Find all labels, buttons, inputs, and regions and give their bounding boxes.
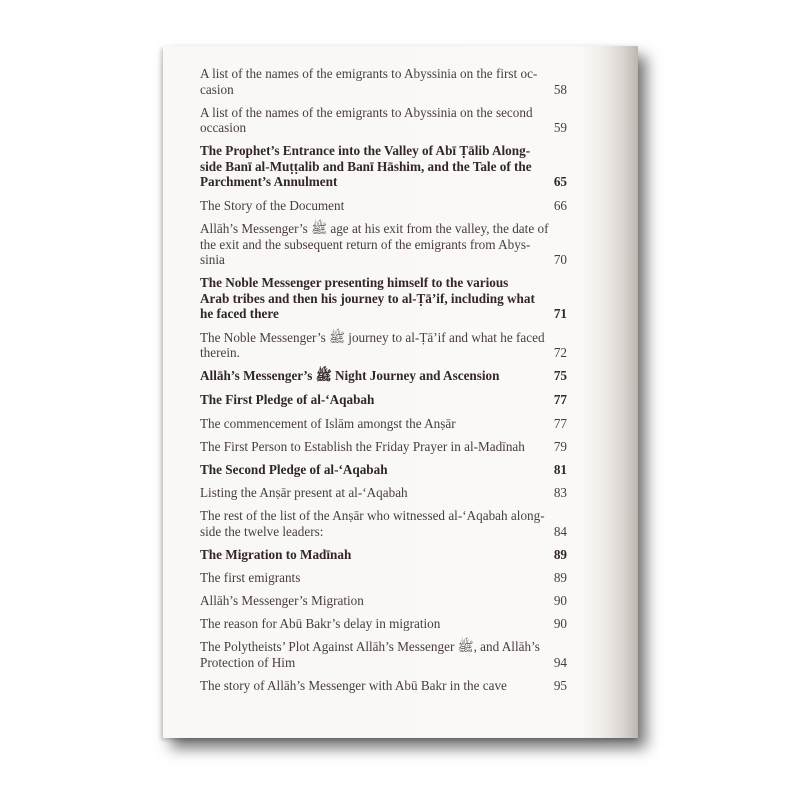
toc-entry <box>200 416 567 432</box>
page-number: 75 <box>553 368 567 384</box>
toc-entry <box>200 570 567 586</box>
entry-title-line: sinia <box>200 252 225 268</box>
toc-chapter-entry <box>200 143 567 190</box>
entry-title-line: Parchment’s Annulment <box>200 174 338 190</box>
toc-entry <box>200 485 567 501</box>
entry-title-line: A list of the names of the emigrants to Abyssinia on the second <box>200 104 533 120</box>
entry-title-line: The reason for Abū Bakr’s delay in migration <box>200 616 441 632</box>
entry-title-line: The First Pledge of al-‘Aqabah <box>200 392 375 408</box>
toc-chapter-entry <box>200 547 567 563</box>
page-number: 79 <box>553 438 567 454</box>
entry-title <box>200 143 530 190</box>
entry-title <box>200 104 533 136</box>
entry-title <box>200 220 549 268</box>
book-page <box>163 46 638 738</box>
page-number: 81 <box>553 461 567 477</box>
entry-title <box>200 329 545 361</box>
entry-title-line: The Noble Messenger’s ﷺ journey to al-Ṭā’if and what he faced <box>200 329 545 345</box>
page-number: 90 <box>553 616 567 632</box>
entry-title-line: Protection of Him <box>200 654 296 670</box>
entry-title-line: side the twelve leaders: <box>200 523 324 539</box>
entry-title-line: Allāh’s Messenger’s Migration <box>200 593 364 609</box>
entry-title-line: The story of Allāh’s Messenger with Abū Bakr in the cave <box>200 677 507 693</box>
page-number: 84 <box>553 523 567 539</box>
entry-title-line: The Prophet’s Entrance into the Valley of Abī Ṭālib Along- <box>200 143 531 159</box>
page-number: 66 <box>553 197 567 213</box>
page-number: 65 <box>553 174 567 190</box>
entry-title-line: Listing the Anṣār present at al-‘Aqabah <box>200 485 408 501</box>
entry-title <box>200 439 530 455</box>
toc-entry <box>200 639 567 670</box>
toc-chapter-entry <box>200 275 567 322</box>
entry-title-line: side Banī al-Muṭṭalib and Banī Hāshim, and the Tale of the <box>200 158 532 174</box>
entry-title-line: therein. <box>200 345 240 361</box>
entry-title <box>200 508 545 539</box>
entry-title-line: The First Person to Establish the Friday Prayer in al-Madīnah <box>200 438 525 454</box>
toc-entry <box>200 439 567 455</box>
toc-entry <box>200 508 567 539</box>
entry-title-line: Allāh’s Messenger’s ﷺ Night Journey and Ascension <box>200 368 500 384</box>
entry-title <box>200 593 530 609</box>
toc-entry <box>200 105 567 136</box>
toc-entry <box>200 616 567 632</box>
entry-title <box>200 678 530 694</box>
entry-title <box>200 66 538 97</box>
page-number: 72 <box>553 345 567 361</box>
page-number: 77 <box>553 415 567 431</box>
toc-entry <box>200 330 567 361</box>
entry-title-line: A list of the names of the emigrants to Abyssinia on the first oc- <box>200 66 538 81</box>
page-number: 90 <box>553 593 567 609</box>
entry-title-line: The Second Pledge of al-‘Aqabah <box>200 461 388 477</box>
entry-title-line: the exit and the subsequent return of the emigrants from Abys- <box>200 236 531 252</box>
toc-entry <box>200 198 567 214</box>
page-number: 95 <box>553 677 567 693</box>
entry-title <box>200 198 530 214</box>
toc-chapter-entry <box>200 368 567 384</box>
page-number: 70 <box>553 252 567 268</box>
page-number: 83 <box>553 485 567 501</box>
toc-entry <box>200 593 567 609</box>
entry-title-line: The Migration to Madīnah <box>200 546 352 562</box>
entry-title-line: Allāh’s Messenger’s ﷺ age at his exit from the valley, the date of <box>200 220 549 236</box>
page-number: 89 <box>553 570 567 586</box>
entry-title-line: The Noble Messenger presenting himself to the various <box>200 275 509 291</box>
entry-title-line: The Polytheists’ Plot Against Allāh’s Messenger ﷺ, and Allāh’s <box>200 639 540 655</box>
page-number: 94 <box>553 654 567 670</box>
entry-title-line: Arab tribes and then his journey to al-Ṭā’if, including what <box>200 290 535 306</box>
page-number: 59 <box>553 120 567 136</box>
entry-title <box>200 547 530 563</box>
entry-title-line: he faced there <box>200 306 279 322</box>
entry-title-line: occasion <box>200 120 247 136</box>
toc-entry <box>200 66 567 97</box>
entry-title-line: The commencement of Islām amongst the Anṣār <box>200 415 456 431</box>
entry-title <box>200 368 530 384</box>
entry-title-line: The first emigrants <box>200 570 301 586</box>
entry-title <box>200 616 530 632</box>
table-of-contents <box>200 66 567 701</box>
page-number: 58 <box>553 81 567 97</box>
toc-chapter-entry <box>200 462 567 478</box>
entry-title-line: casion <box>200 81 234 97</box>
toc-chapter-entry <box>200 392 567 408</box>
entry-title <box>200 392 530 408</box>
page-number: 71 <box>553 306 567 322</box>
page-number: 77 <box>553 392 567 408</box>
toc-entry <box>200 221 567 268</box>
toc-entry <box>200 678 567 694</box>
entry-title <box>200 462 530 478</box>
page-number: 89 <box>553 546 567 562</box>
entry-title-line: The rest of the list of the Anṣār who witnessed al-‘Aqabah along- <box>200 508 545 524</box>
entry-title <box>200 485 530 501</box>
entry-title-line: The Story of the Document <box>200 197 345 213</box>
entry-title <box>200 570 530 586</box>
entry-title <box>200 275 535 322</box>
entry-title <box>200 639 540 670</box>
entry-title <box>200 416 530 432</box>
